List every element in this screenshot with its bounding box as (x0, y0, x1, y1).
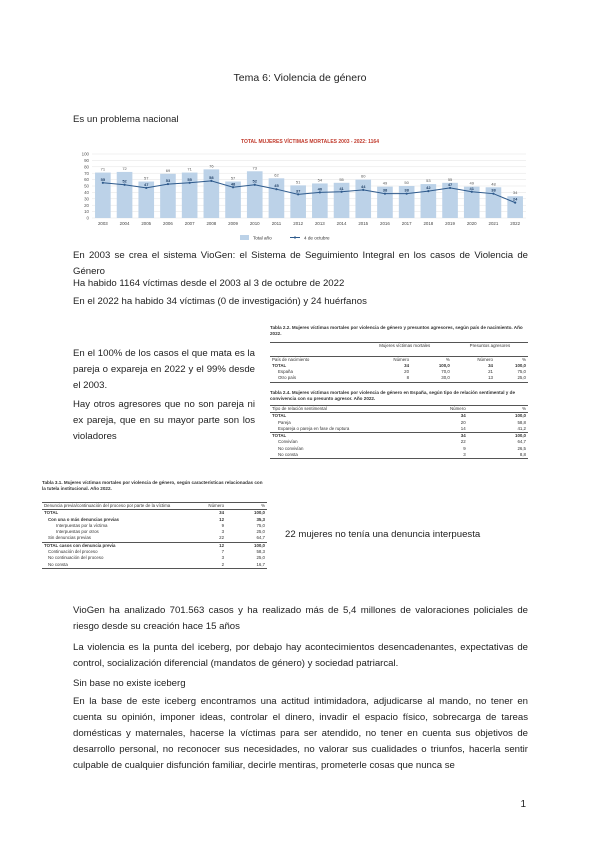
paragraph-victims-total: Ha habido 1164 víctimas desde el 2003 al 3 de octubre de 2022 (73, 278, 345, 289)
chart-y-tick-label: 10 (84, 209, 89, 215)
chart-line-label: 41 (339, 185, 344, 191)
chart-x-tick-label: 2015 (358, 221, 369, 226)
table-header: Número (208, 503, 225, 508)
chart-bar-label: 48 (491, 181, 496, 187)
chart-x-tick-label: 2021 (488, 221, 499, 226)
chart-line-point (427, 190, 429, 192)
chart-bar-label: 72 (122, 165, 127, 171)
chart-y-tick-label: 100 (81, 151, 89, 157)
chart-bar-label: 76 (209, 163, 214, 169)
victims-bar-chart (70, 134, 530, 248)
paragraph-no-complaint: 22 mujeres no tenía una denuncia interpuesta (285, 529, 481, 540)
chart-line-point (189, 182, 191, 184)
chart-x-tick-label: 2020 (466, 221, 477, 226)
chart-bar-label: 55 (447, 176, 453, 182)
chart-x-tick-label: 2019 (445, 221, 455, 226)
chart-line-label: 47 (144, 181, 149, 187)
chart-x-tick-label: 2012 (293, 221, 304, 226)
paragraph-base: En la base de este iceberg encontramos una actitud intimidadora, adjudicarse al mando, no tener en cuenta su opinión, imponer ideas, controlar el dinero, invadir el espacio físico, sobrecarga de tareas domésticas y maternales, hacerse la víctimas para ser atendido, no tener en cuenta sus objetivos de desarrollo personal, no reconocer sus necesidades, no valorar sus cualidades o triunfos, hacerla sentir culpable de cualquier disfunción familiar, decirle mentiras, prometerle cosas que nunca se (73, 696, 528, 771)
chart-x-tick-label: 2008 (206, 221, 217, 226)
table-col-group: Mujeres víctimas mortales (379, 343, 431, 348)
chart-bar-label: 57 (230, 175, 236, 181)
chart-line-point (210, 180, 212, 182)
chart-line-point (275, 188, 277, 190)
chart-x-tick-label: 2004 (119, 221, 130, 226)
chart-line-point (406, 193, 408, 195)
chart-line-point (297, 193, 299, 195)
chart-bar-label: 50 (404, 180, 409, 185)
chart-x-tick-label: 2017 (401, 221, 412, 226)
chart-title: TOTAL MUJERES VÍCTIMAS MORTALES 2003 - 2022: 1164 (240, 139, 380, 145)
page-title: Tema 6: Violencia de género (233, 72, 367, 84)
chart-x-tick-label: 2016 (380, 221, 390, 226)
chart-line-point (449, 187, 451, 189)
table-row: No continuación del proceso 3 25,0 (48, 555, 265, 561)
chart-line-point (145, 187, 147, 189)
chart-bar-label: 60 (361, 173, 366, 179)
chart-bar-label: 49 (469, 180, 474, 186)
chart-x-tick-label: 2006 (163, 221, 173, 226)
chart-line-point (167, 183, 169, 185)
chart-line-point (362, 189, 364, 191)
table-caption: Tabla 2.4. Mujeres víctimas mortales por violencia de género en España, según tipo de relación sentimental y de convivencia con su presunto agresor. Año 2022. (270, 390, 515, 401)
chart-line-label: 45 (274, 183, 279, 189)
chart-y-tick-label: 80 (84, 164, 89, 170)
chart-x-tick-label: 2018 (423, 221, 434, 226)
chart-line-point (232, 186, 234, 188)
table-row: No consta 2 16,7 (42, 562, 267, 569)
chart-y-tick-label: 0 (86, 215, 89, 221)
chart-bar-label: 53 (426, 178, 431, 184)
chart-y-tick-label: 50 (84, 183, 89, 189)
chart-y-tick-label: 90 (84, 158, 89, 163)
table-row: TOTAL 34 100,0 (272, 433, 526, 439)
chart-bar-label: 54 (317, 177, 323, 183)
chart-line-label: 38 (404, 187, 409, 193)
chart-line-label: 44 (361, 183, 366, 189)
chart-bar-label: 55 (339, 176, 344, 182)
chart-legend (240, 235, 330, 241)
page-number: 1 (520, 799, 526, 810)
chart-line-point (492, 193, 494, 195)
chart-line-label: 38 (491, 187, 496, 193)
section-subtitle: Es un problema nacional (73, 114, 179, 125)
chart-bar-label: 71 (100, 166, 106, 172)
table-header: Número (450, 406, 466, 411)
table-row: TOTAL 34 100,0 (44, 510, 265, 516)
chart-x-tick-label: 2013 (314, 221, 325, 226)
chart-line-point (319, 191, 321, 193)
chart-line-label: 52 (252, 178, 257, 184)
table-caption: Tabla 2.2. Mujeres víctimas mortales por violencia de género y presuntos agresores, según país de nacimiento. Año 2022. (270, 325, 523, 336)
chart-line-label: 40 (317, 186, 323, 192)
chart-line-label: 41 (469, 185, 474, 191)
table-caption: Tabla 3.1. Mujeres víctimas mortales por violencia de género, según características relacionadas con la tutela institucional. Año 2022. (42, 480, 263, 491)
chart-line-point (471, 191, 473, 193)
chart-line-label: 24 (512, 196, 518, 202)
legend-label: Total año (253, 235, 272, 241)
chart-bar-label: 71 (187, 166, 192, 172)
chart-bar-label: 69 (165, 167, 171, 173)
legend-swatch-bar (240, 235, 249, 240)
chart-line-label: 47 (447, 181, 453, 187)
table-header: % (522, 406, 526, 411)
chart-x-tick-label: 2010 (249, 221, 260, 226)
chart-x-tick-label: 2007 (184, 221, 195, 226)
chart-y-axis (82, 152, 90, 221)
table-header: Tipo de relación sentimental (272, 406, 327, 411)
chart-line-label: 37 (295, 188, 301, 194)
chart-y-tick-label: 40 (84, 190, 89, 195)
table-row: TOTAL 34 100,0 34 100,0 (272, 362, 526, 368)
table-2-4 (270, 390, 528, 459)
chart-line-point (123, 184, 125, 186)
chart-bar-label: 34 (512, 190, 518, 196)
table-row: Interpuestas por otros 3 25,0 (56, 529, 265, 535)
table-row: Sin denuncias previas 22 64,7 (42, 535, 267, 542)
table-header: % (445, 356, 450, 362)
chart-line-point (384, 193, 386, 195)
chart-line-point (254, 184, 256, 186)
table-header: Número (393, 356, 410, 362)
chart-bar-label: 49 (382, 180, 388, 186)
chart-line-label: 38 (382, 187, 388, 193)
chart-x-tick-label: 2022 (510, 221, 521, 226)
chart-bar-label: 62 (274, 172, 279, 178)
paragraph-victims-2022: En el 2022 ha habido 34 víctimas (0 de investigación) y 24 huérfanos (73, 296, 367, 307)
legend-swatch-marker (294, 236, 296, 238)
table-row: TOTAL 34 100,0 (272, 413, 526, 419)
chart-line-label: 58 (209, 174, 214, 180)
chart-bar-label: 57 (144, 175, 149, 181)
chart-bar-label: 51 (295, 179, 301, 185)
table-header: % (522, 356, 526, 362)
table-header: % (261, 503, 265, 508)
chart-x-tick-label: 2003 (97, 221, 108, 226)
chart-line-label: 42 (426, 185, 431, 191)
table-2-2 (270, 325, 528, 383)
chart-line-point (340, 191, 342, 193)
table-row: España 20 70,0 21 75,0 (278, 369, 526, 375)
table-header: País de nacimiento (272, 356, 310, 362)
chart-x-tick-label: 2014 (336, 221, 347, 226)
chart-line-label: 53 (165, 178, 171, 184)
chart-x-tick-label: 2005 (141, 221, 152, 226)
table-row: No consta 3 8,8 (270, 452, 528, 459)
chart-y-tick-label: 60 (84, 177, 89, 183)
chart-line-label: 48 (230, 181, 236, 187)
table-row: Otro país 8 30,0 13 25,0 (270, 375, 528, 382)
paragraph-no-iceberg: Sin base no existe iceberg (73, 678, 186, 689)
chart-x-tick-label: 2011 (271, 221, 282, 226)
paragraph-analysis: VioGen ha analizado 701.563 casos y ha realizado más de 5,4 millones de valoraciones policiales de riesgo desde su creación hace 15 años (73, 605, 528, 632)
legend-label: 4 de octubre (304, 235, 330, 241)
table-row: Expareja o pareja en fase de ruptura 14 41,2 (270, 426, 528, 433)
paragraph-partner: En el 100% de los casos el que mata es la pareja o expareja en 2022 y el 99% desde el 2003. (73, 348, 255, 391)
table-header: Número (477, 356, 493, 362)
table-row: Con una o más denuncias previas 12 35,3 (48, 516, 265, 522)
chart-line-point (514, 202, 516, 204)
table-col-group: Presuntos agresores (469, 343, 511, 348)
chart-line-label: 52 (122, 178, 127, 184)
table-row: Convivían 22 64,7 (278, 439, 526, 445)
table-row: Interpuestas por la víctima 9 75,0 (56, 522, 265, 528)
chart-line-label: 55 (100, 176, 106, 182)
chart-y-tick-label: 20 (84, 202, 89, 208)
chart-x-axis (98, 221, 521, 226)
chart-x-tick-label: 2009 (228, 221, 238, 226)
table-row: Pareja 20 58,8 (278, 419, 526, 425)
table-row: TOTAL casos con denuncia previa 12 100,0 (44, 542, 265, 548)
chart-line-point (102, 182, 104, 184)
table-row: No convivían 9 26,5 (278, 445, 526, 451)
chart-y-tick-label: 70 (84, 170, 89, 176)
chart-bar-label: 73 (252, 165, 257, 171)
chart-line-label: 55 (187, 176, 192, 182)
table-header: Denuncia previa/continuación del proceso por parte de la víctima (44, 503, 171, 509)
paragraph-iceberg: La violencia es la punta del iceberg, por debajo hay acontecimientos desencadenantes, expectativas de control, socialización diferencial (mandatos de género) y sociedad patriarcal. (73, 642, 528, 669)
table-row: Continuación del proceso 7 58,3 (48, 549, 265, 555)
table-3-1 (42, 480, 267, 569)
paragraph-viogen: En 2003 se crea el sistema VioGen: el Sistema de Seguimiento Integral en los casos de Violencia de Género (73, 250, 528, 277)
chart-y-tick-label: 30 (84, 196, 89, 202)
paragraph-other-aggressors: Hay otros agresores que no son pareja ni ex pareja, que en su mayor parte son los violadores (73, 399, 255, 442)
